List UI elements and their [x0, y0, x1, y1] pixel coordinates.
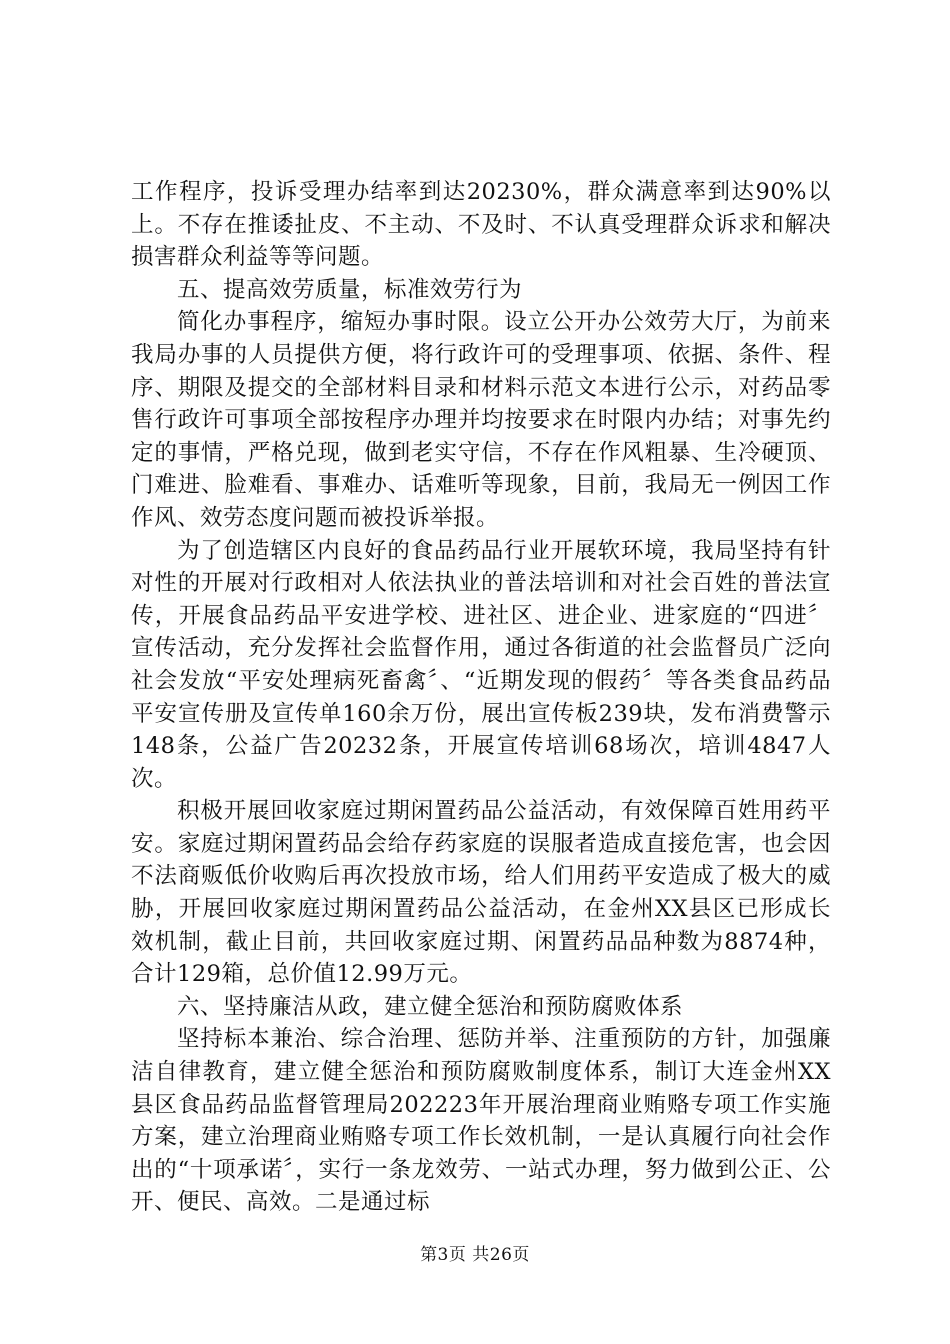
document-body [131, 176, 831, 1219]
section-heading-6: 六、坚持廉洁从政，建立健全惩治和预防腐败体系 [177, 993, 684, 1020]
paragraph-service-procedure: 简化办事程序，缩短办事时限。设立公开办公效劳大厅，为前来我局办事的人员提供方便，将行政许可的受理事项、依据、条件、程序、期限及提交的全部材料目录和材料示范文本进行公示，对药品零售行政许可事项全部按程序办理并均按要求在时限内办结；对事先约定的事情，严格兑现，做到老实守信，不存在作风粗暴、生冷硬顶、门难进、脸难看、事难办、话难听等现象，目前，我局无一例因工作作风、效劳态度问题而被投诉举报。 [131, 309, 831, 531]
paragraph-expired-drug-recycling: 积极开展回收家庭过期闲置药品公益活动，有效保障百姓用药平安。家庭过期闲置药品会给存药家庭的误服者造成直接危害，也会因不法商贩低价收购后再次投放市场，给人们用药平安造成了极大的威胁，开展回收家庭过期闲置药品公益活动，在金州XX县区已形成长效机制，截止目前，共回收家庭过期、闲置药品品种数为8874种，合计129箱，总价值12.99万元。 [131, 798, 831, 988]
page-number-footer: 第3页 共26页 [420, 1245, 530, 1265]
paragraph-anti-corruption: 坚持标本兼治、综合治理、惩防并举、注重预防的方针，加强廉洁自律教育，建立健全惩治和预防腐败制度体系，制订大连金州XX县区食品药品监督管理局202223年开展治理商业贿赂专项工作实施方案，建立治理商业贿赂专项工作长效机制，一是认真履行向社会作出的“十项承诺〞，实行一条龙效劳、一站式办理，努力做到公正、公开、便民、高效。二是通过标 [131, 1026, 831, 1216]
paragraph-law-publicity: 为了创造辖区内良好的食品药品行业开展软环境，我局坚持有针对性的开展对行政相对人依法执业的普法培训和对社会百姓的普法宣传，开展食品药品平安进学校、进社区、进企业、进家庭的“四进〞宣传活动，充分发挥社会监督作用，通过各街道的社会监督员广泛向社会发放“平安处理病死畜禽〞、“近期发现的假药〞等各类食品药品平安宣传册及宣传单160余万份，展出宣传板239块，发布消费警示148条，公益广告20232条，开展宣传培训68场次，培训4847人次。 [131, 537, 831, 792]
paragraph-continued: 工作程序，投诉受理办结率到达20230%，群众满意率到达90%以上。不存在推诿扯皮、不主动、不及时、不认真受理群众诉求和解决损害群众利益等等问题。 [131, 179, 831, 271]
section-heading-5: 五、提高效劳质量，标准效劳行为 [177, 276, 523, 303]
